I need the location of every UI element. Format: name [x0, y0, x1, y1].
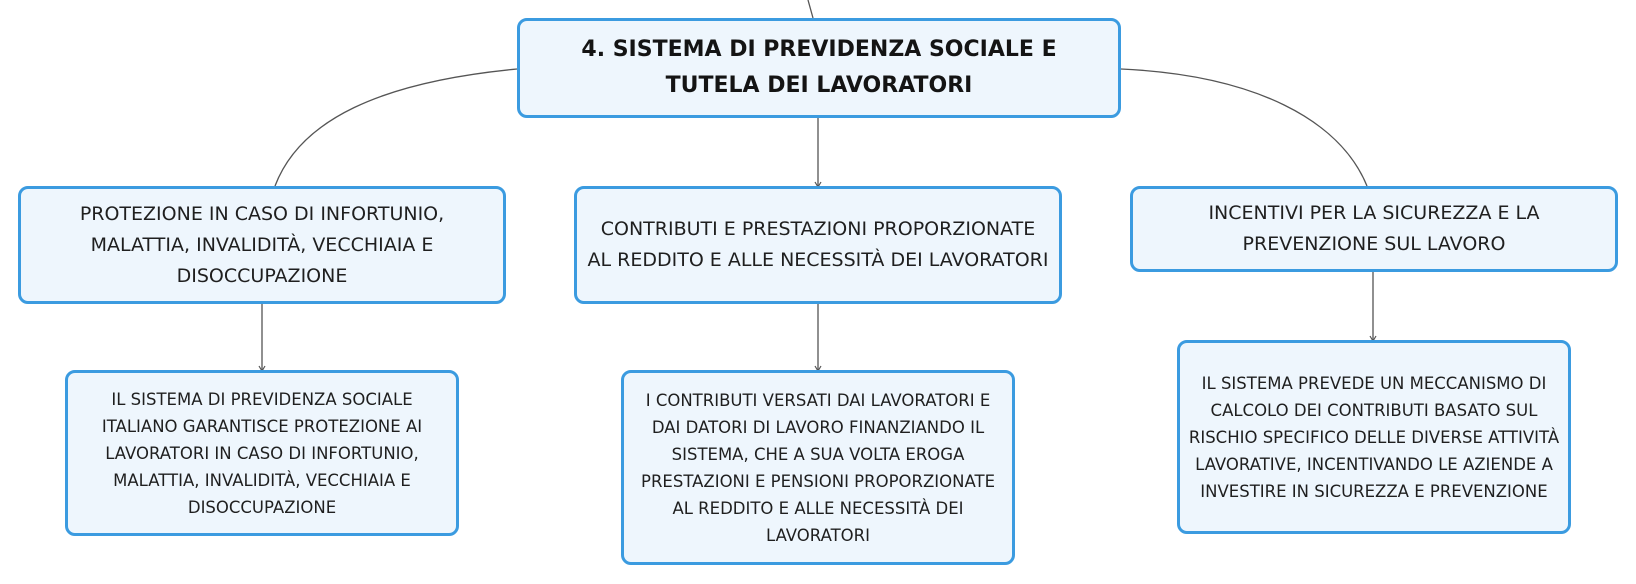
branch-label: INCENTIVI PER LA SICUREZZA E LA PREVENZIONE SUL LAVORO	[1208, 202, 1540, 255]
branch-node-incentivi[interactable]	[1130, 186, 1618, 272]
connector-parent-to-root	[808, 0, 813, 18]
branch-node-protezione[interactable]	[18, 186, 506, 304]
detail-node-contributi[interactable]	[621, 370, 1015, 565]
root-topic-node[interactable]	[517, 18, 1121, 118]
detail-text: IL SISTEMA PREVEDE UN MECCANISMO DI CALCOLO DEI CONTRIBUTI BASATO SUL RISCHIO SPECIFICO DELLE DIVERSE ATTIVITÀ LAVORATIVE, INCENTIVANDO LE AZIENDE A INVESTIRE IN SICUREZZA E PREVENZIONE	[1188, 373, 1560, 501]
branch-node-contributi[interactable]	[574, 186, 1062, 304]
detail-text: IL SISTEMA DI PREVIDENZA SOCIALE ITALIANO GARANTISCE PROTEZIONE AI LAVORATORI IN CASO DI INFORTUNIO, MALATTIA, INVALIDITÀ, VECCHIAIA E DISOCCUPAZIONE	[101, 389, 423, 517]
detail-text: I CONTRIBUTI VERSATI DAI LAVORATORI E DAI DATORI DI LAVORO FINANZIANDO IL SISTEMA, CHE A SUA VOLTA EROGA PRESTAZIONI E PENSIONI PROPORZIONATE AL REDDITO E ALLE NECESSITÀ DEI LAVORATORI	[641, 390, 995, 545]
branch-label: PROTEZIONE IN CASO DI INFORTUNIO, MALATTIA, INVALIDITÀ, VECCHIAIA E DISOCCUPAZIONE	[79, 202, 445, 287]
detail-node-incentivi[interactable]	[1177, 340, 1571, 534]
connector-root-to-branch-1	[275, 69, 517, 186]
connector-root-to-branch-3	[1121, 69, 1367, 186]
root-topic-label: 4. SISTEMA DI PREVIDENZA SOCIALE E TUTELA DEI LAVORATORI	[581, 37, 1057, 98]
detail-node-protezione[interactable]	[65, 370, 459, 536]
branch-label: CONTRIBUTI E PRESTAZIONI PROPORZIONATE AL REDDITO E ALLE NECESSITÀ DEI LAVORATORI	[587, 218, 1049, 271]
